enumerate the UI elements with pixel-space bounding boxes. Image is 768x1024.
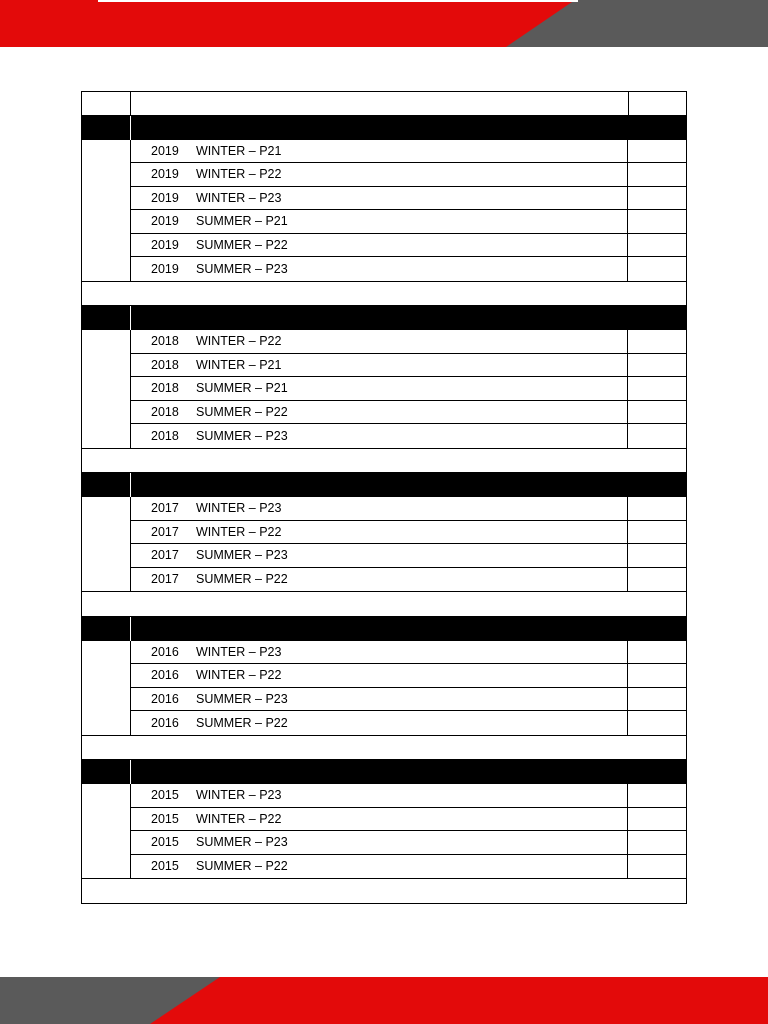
paper-session-label: SUMMER – P22 — [196, 572, 288, 587]
paper-mark-cell — [627, 688, 686, 711]
paper-year: 2017 — [151, 548, 179, 563]
paper-mark-cell — [627, 497, 686, 520]
paper-year: 2017 — [151, 501, 179, 516]
paper-year: 2019 — [151, 167, 179, 182]
paper-mark-cell — [627, 163, 686, 186]
paper-year: 2016 — [151, 691, 179, 706]
paper-row — [131, 521, 686, 545]
section-header-left-cell — [82, 116, 131, 140]
paper-row — [131, 424, 686, 448]
section-spacer-row — [82, 879, 686, 903]
paper-year: 2019 — [151, 190, 179, 205]
section-rows — [131, 641, 686, 735]
paper-mark-cell — [627, 257, 686, 281]
paper-row — [131, 401, 686, 425]
paper-row — [131, 234, 686, 258]
paper-year: 2019 — [151, 261, 179, 276]
paper-session-label: WINTER – P23 — [196, 788, 282, 803]
section-side-cell — [82, 497, 131, 591]
paper-session-label: WINTER – P22 — [196, 334, 282, 349]
paper-mark-cell — [627, 808, 686, 831]
paper-row — [131, 140, 686, 164]
paper-row — [131, 210, 686, 234]
header-decor-band — [0, 0, 768, 47]
section-rows — [131, 140, 686, 281]
paper-mark-cell — [627, 234, 686, 257]
paper-row — [131, 831, 686, 855]
paper-mark-cell — [627, 784, 686, 807]
paper-mark-cell — [627, 424, 686, 448]
paper-session-label: WINTER – P23 — [196, 190, 282, 205]
section-header-left-cell — [82, 760, 131, 784]
paper-year: 2018 — [151, 381, 179, 396]
section-body — [82, 784, 686, 879]
paper-row — [131, 855, 686, 879]
header-cell-left — [82, 92, 131, 115]
header-red-shape — [0, 0, 572, 47]
footer-decor-band — [0, 977, 768, 1024]
section-header-left-cell — [82, 306, 131, 330]
section-body — [82, 497, 686, 592]
paper-session-label: WINTER – P21 — [196, 143, 282, 158]
paper-mark-cell — [627, 568, 686, 592]
paper-session-label: WINTER – P23 — [196, 501, 282, 516]
paper-session-label: SUMMER – P23 — [196, 835, 288, 850]
paper-year: 2017 — [151, 524, 179, 539]
table-header-row — [82, 92, 686, 116]
paper-mark-cell — [627, 401, 686, 424]
paper-row — [131, 664, 686, 688]
paper-mark-cell — [627, 140, 686, 163]
paper-session-label: SUMMER – P23 — [196, 691, 288, 706]
paper-year: 2018 — [151, 357, 179, 372]
paper-year: 2015 — [151, 811, 179, 826]
paper-year: 2016 — [151, 715, 179, 730]
paper-row — [131, 808, 686, 832]
section-side-cell — [82, 330, 131, 448]
paper-mark-cell — [627, 831, 686, 854]
paper-row — [131, 330, 686, 354]
section-spacer-row — [82, 282, 686, 307]
paper-row — [131, 377, 686, 401]
paper-row — [131, 544, 686, 568]
paper-row — [131, 257, 686, 281]
paper-row — [131, 711, 686, 735]
paper-mark-cell — [627, 855, 686, 879]
paper-session-label: WINTER – P22 — [196, 167, 282, 182]
section-rows — [131, 330, 686, 448]
paper-session-label: SUMMER – P22 — [196, 715, 288, 730]
section-rows — [131, 784, 686, 878]
paper-year: 2015 — [151, 835, 179, 850]
paper-mark-cell — [627, 641, 686, 664]
section-header-bar — [82, 760, 686, 784]
paper-year: 2018 — [151, 428, 179, 443]
paper-mark-cell — [627, 521, 686, 544]
paper-session-label: SUMMER – P22 — [196, 859, 288, 874]
paper-row — [131, 784, 686, 808]
section-header-left-cell — [82, 617, 131, 641]
section-side-cell — [82, 140, 131, 281]
section-side-cell — [82, 641, 131, 735]
paper-row — [131, 163, 686, 187]
paper-mark-cell — [627, 664, 686, 687]
paper-session-label: SUMMER – P23 — [196, 428, 288, 443]
paper-year: 2019 — [151, 237, 179, 252]
past-papers-table — [81, 91, 687, 904]
paper-row — [131, 497, 686, 521]
paper-session-label: WINTER – P22 — [196, 668, 282, 683]
section-header-left-cell — [82, 473, 131, 497]
paper-mark-cell — [627, 711, 686, 735]
section-header-bar — [82, 473, 686, 497]
paper-year: 2016 — [151, 668, 179, 683]
header-white-gap — [98, 0, 578, 2]
paper-mark-cell — [627, 354, 686, 377]
section-header-bar — [82, 116, 686, 140]
paper-row — [131, 641, 686, 665]
paper-row — [131, 187, 686, 211]
paper-row — [131, 568, 686, 592]
paper-session-label: WINTER – P22 — [196, 811, 282, 826]
section-side-cell — [82, 784, 131, 878]
paper-year: 2015 — [151, 859, 179, 874]
paper-session-label: SUMMER – P21 — [196, 381, 288, 396]
section-spacer-row — [82, 449, 686, 474]
paper-mark-cell — [627, 187, 686, 210]
paper-year: 2019 — [151, 214, 179, 229]
section-body — [82, 330, 686, 449]
paper-mark-cell — [627, 377, 686, 400]
paper-year: 2015 — [151, 788, 179, 803]
header-cell-middle — [130, 92, 629, 115]
paper-session-label: WINTER – P22 — [196, 524, 282, 539]
paper-mark-cell — [627, 210, 686, 233]
paper-row — [131, 354, 686, 378]
section-spacer-row — [82, 592, 686, 617]
paper-mark-cell — [627, 330, 686, 353]
paper-session-label: SUMMER – P22 — [196, 237, 288, 252]
paper-session-label: WINTER – P23 — [196, 644, 282, 659]
paper-session-label: WINTER – P21 — [196, 357, 282, 372]
section-body — [82, 140, 686, 282]
paper-session-label: SUMMER – P23 — [196, 261, 288, 276]
paper-session-label: SUMMER – P23 — [196, 548, 288, 563]
paper-year: 2019 — [151, 143, 179, 158]
section-rows — [131, 497, 686, 591]
section-header-bar — [82, 306, 686, 330]
section-spacer-row — [82, 736, 686, 761]
paper-year: 2017 — [151, 572, 179, 587]
section-body — [82, 641, 686, 736]
paper-year: 2016 — [151, 644, 179, 659]
paper-mark-cell — [627, 544, 686, 567]
paper-session-label: SUMMER – P21 — [196, 214, 288, 229]
paper-row — [131, 688, 686, 712]
section-header-bar — [82, 617, 686, 641]
paper-year: 2018 — [151, 404, 179, 419]
paper-session-label: SUMMER – P22 — [196, 404, 288, 419]
paper-year: 2018 — [151, 334, 179, 349]
